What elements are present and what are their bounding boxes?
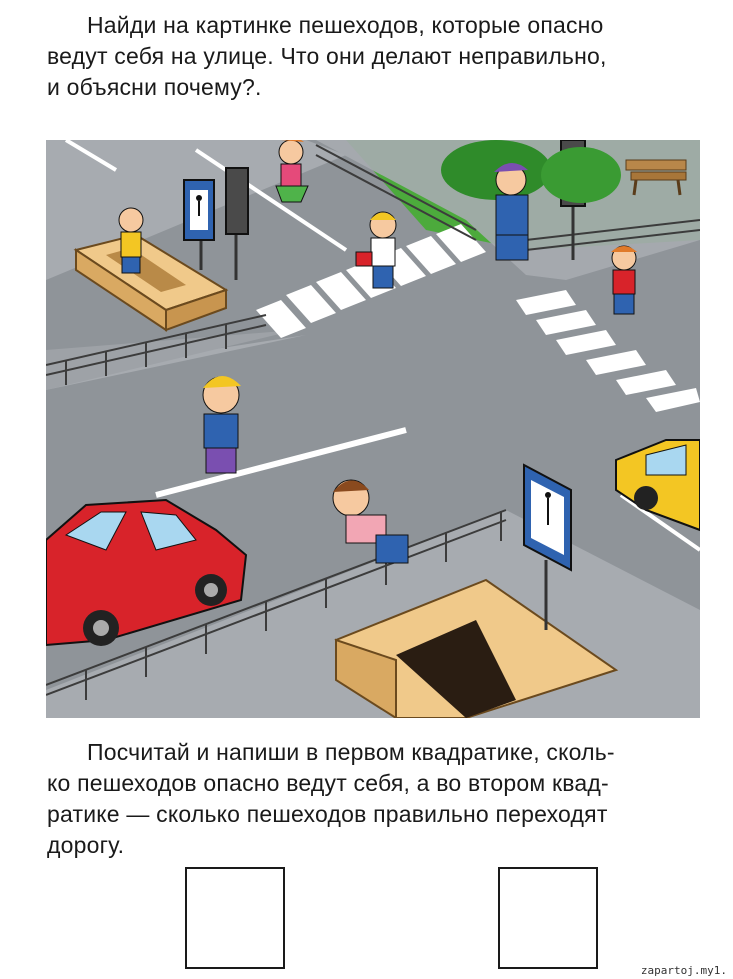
task-instructions: [47, 10, 607, 103]
bush: [441, 140, 551, 200]
boy-running-across-road: [203, 376, 241, 473]
answer-box-correct[interactable]: [498, 867, 598, 969]
instruction-line-3: и объясни почему?.: [47, 74, 262, 100]
man-crossing-red-light: [494, 163, 528, 260]
count-line-3: ратике — сколько пешеходов правильно переходят: [47, 801, 608, 827]
count-line-4: дорогу.: [47, 832, 125, 858]
count-line-1: Посчитай и напиши в первом квадратике, сколь-: [87, 739, 615, 765]
street-illustration: [46, 140, 700, 718]
count-line-2: ко пешеходов опасно ведут себя, а во втором квад-: [47, 770, 609, 796]
instruction-line-1: Найди на картинке пешеходов, которые опасно: [87, 12, 604, 38]
instruction-line-2: ведут себя на улице. Что они делают неправильно,: [47, 43, 607, 69]
child-left-on-sidewalk: [119, 208, 143, 273]
girl-right-crossing: [611, 246, 637, 314]
counting-task: [47, 737, 615, 861]
answer-box-dangerous[interactable]: [185, 867, 285, 969]
watermark: zapartoj.my1.: [640, 964, 727, 977]
